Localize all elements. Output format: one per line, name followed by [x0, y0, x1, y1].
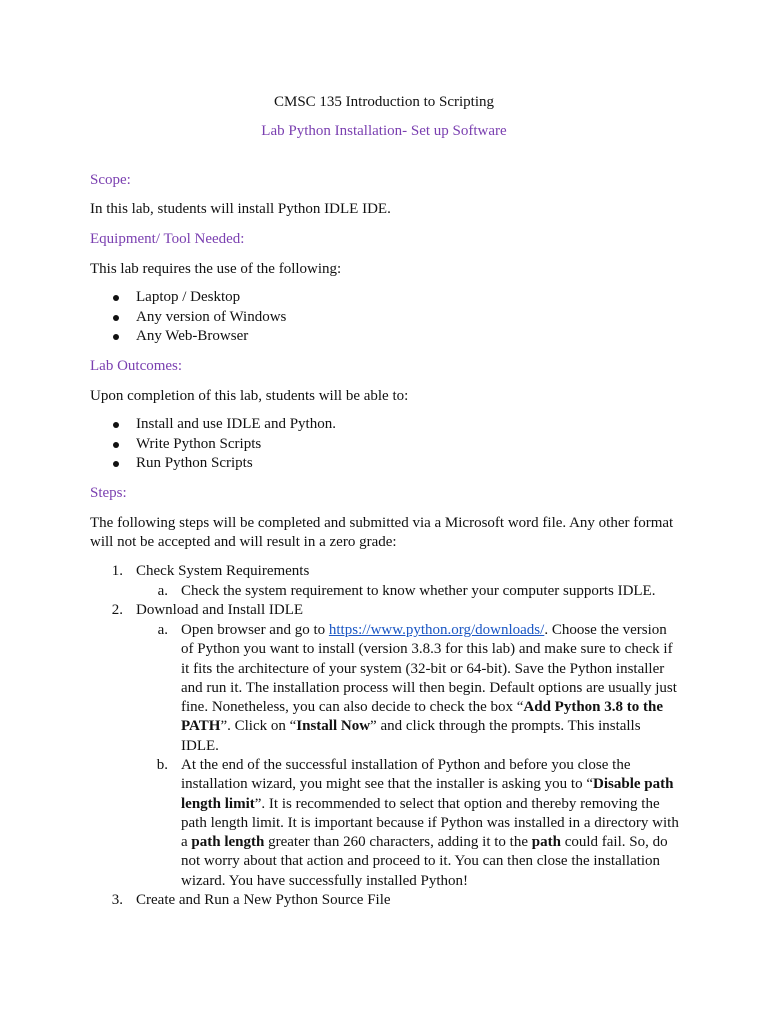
- steps-intro-line1: The following steps will be completed and submitted via a Microsoft word file. Any other format: [90, 515, 674, 531]
- scope-heading: Scope:: [90, 172, 131, 188]
- substep-letter: b.: [156, 757, 168, 773]
- outcomes-intro: Upon completion of this lab, students will be able to:: [90, 388, 409, 404]
- course-title: CMSC 135 Introduction to Scripting: [273, 94, 494, 110]
- equipment-intro: This lab requires the use of the following:: [90, 261, 342, 277]
- substep-letter: a.: [157, 583, 168, 599]
- python-downloads-link[interactable]: https://www.python.org/downloads/: [328, 622, 545, 638]
- bullet-icon: [113, 295, 119, 301]
- list-item: Laptop / Desktop: [136, 289, 241, 305]
- bullet-icon: [113, 315, 119, 321]
- substep-paragraph: Open browser and go to https://www.python.org/downloads/. Choose the version of Python you want to install (version 3.8.3 for this lab) and make sure to check if it fits the architecture of your system (32-bit or 64-bit). Save the Python installer and run it. The installation process will then begin. Default options are usually just fine. Nonetheless, you can also decide to check the box “Add Python 3.8 to the PATH”. Click on “Install Now” and click through the prompts. This installs IDLE.: [181, 622, 677, 754]
- list-item: Any Web-Browser: [136, 328, 249, 344]
- bullet-icon: [113, 442, 119, 448]
- step-number: 3.: [111, 892, 123, 908]
- equipment-heading: Equipment/ Tool Needed:: [90, 231, 245, 247]
- list-item: Write Python Scripts: [136, 436, 262, 452]
- bullet-icon: [113, 461, 119, 467]
- list-item: Install and use IDLE and Python.: [136, 416, 336, 432]
- steps-intro-line2: will not be accepted and will result in a zero grade:: [90, 534, 397, 550]
- step-number: 2.: [111, 602, 123, 618]
- step-title: Check System Requirements: [136, 563, 310, 579]
- substep-paragraph: At the end of the successful installation of Python and before you close the installation wizard, you might see that the installer is asking you to “Disable path length limit”. It is recommended to select that option and thereby removing the path length limit. It is important because if Python was installed in a directory with a path length greater than 260 characters, adding it to the path could fail. So, do not worry about that action and proceed to it. You can then close the installation wizard. You have successfully installed Python!: [181, 757, 679, 889]
- scope-text: In this lab, students will install Python IDLE IDE.: [90, 201, 391, 217]
- list-item: Any version of Windows: [136, 309, 287, 325]
- lab-title: Lab Python Installation- Set up Software: [261, 123, 507, 139]
- substep-letter: a.: [157, 622, 168, 638]
- step-title: Create and Run a New Python Source File: [136, 892, 391, 908]
- steps-heading: Steps:: [90, 485, 127, 501]
- step-title: Download and Install IDLE: [136, 602, 304, 618]
- list-item: Run Python Scripts: [136, 455, 253, 471]
- step-number: 1.: [111, 563, 123, 579]
- bullet-icon: [113, 334, 119, 340]
- substep-text: Check the system requirement to know whether your computer supports IDLE.: [181, 583, 656, 599]
- outcomes-heading: Lab Outcomes:: [90, 358, 183, 374]
- bullet-icon: [113, 422, 119, 428]
